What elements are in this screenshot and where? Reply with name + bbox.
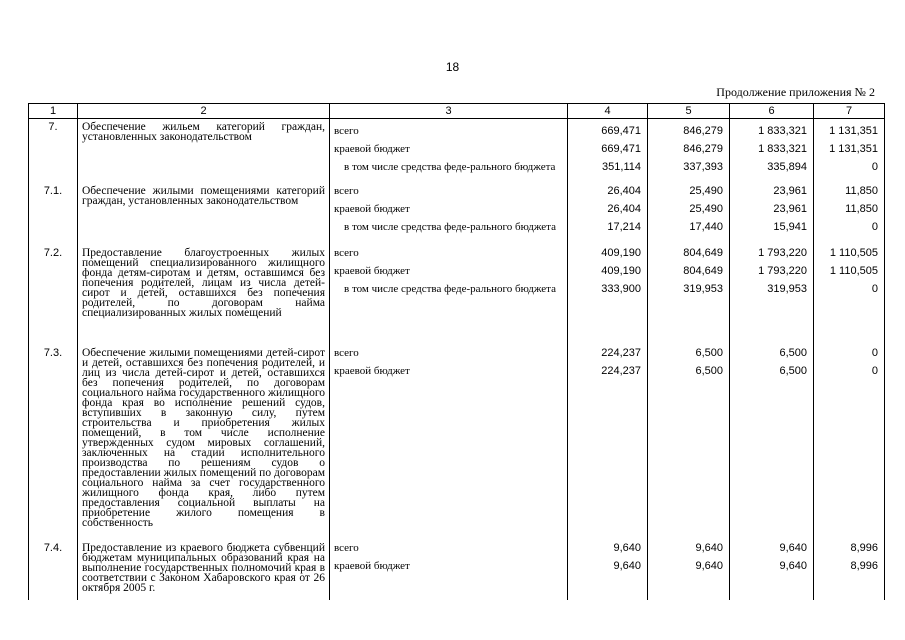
funding-source: краевой бюджет <box>334 203 410 215</box>
funding-source: в том числе средства феде-ральноrо бюджета <box>344 161 556 173</box>
year-value-cell <box>730 183 814 245</box>
table-row <box>29 245 885 345</box>
amount-value: 333,900 <box>601 283 641 295</box>
amount-value: 9,640 <box>695 560 723 572</box>
year-value-cell <box>814 245 885 345</box>
year-value-cell <box>730 345 814 540</box>
amount-value: 846,279 <box>683 125 723 137</box>
table-row <box>29 119 885 184</box>
row-description: Предоставление из краевого бюджета субвенций бюджетам муниципальных образований края на выполнение государственных полномочий края в соответствии с Законом Хабаровского края от 26 октября 2005 г. <box>78 540 330 600</box>
amount-value: 319,953 <box>683 283 723 295</box>
amount-value: 409,190 <box>601 265 641 277</box>
year-value-cell <box>730 540 814 600</box>
row-number: 7.4. <box>29 540 78 600</box>
year-value-cell <box>568 119 648 184</box>
amount-value: 23,961 <box>773 185 807 197</box>
funding-source-cell <box>330 183 568 245</box>
amount-value: 351,114 <box>602 161 641 173</box>
year-value-cell <box>648 540 730 600</box>
amount-value: 0 <box>871 221 878 233</box>
year-value-cell <box>648 245 730 345</box>
funding-source-cell <box>330 119 568 184</box>
funding-source-cell <box>330 540 568 600</box>
continuation-note: Продолжение приложения № 2 <box>716 85 875 99</box>
year-value-cell <box>814 540 885 600</box>
funding-source: в том числе средства феде-рального бюджета <box>344 221 556 233</box>
funding-source: всего <box>334 125 359 137</box>
column-header: 4 <box>568 104 648 119</box>
amount-value: 409,190 <box>601 247 641 259</box>
amount-value: 8,996 <box>850 560 878 572</box>
table-row <box>29 540 885 600</box>
column-header: 7 <box>814 104 885 119</box>
amount-value: 335,894 <box>767 161 807 173</box>
budget-table <box>28 103 885 600</box>
amount-value: 8,996 <box>850 542 878 554</box>
year-value-cell <box>568 183 648 245</box>
row-number: 7.2. <box>29 245 78 345</box>
funding-source-cell <box>330 245 568 345</box>
funding-source: всего <box>334 347 359 359</box>
year-value-cell <box>568 245 648 345</box>
amount-value: 11,850 <box>845 203 878 215</box>
amount-value: 6,500 <box>695 347 723 359</box>
amount-value: 804,649 <box>683 247 723 259</box>
amount-value: 1 793,220 <box>758 265 807 277</box>
row-description: Обеспечение жилыми помещениями категорий граждан, установленных законодательством <box>78 183 330 245</box>
amount-value: 26,404 <box>607 185 641 197</box>
amount-value: 0 <box>871 365 878 377</box>
amount-value: 337,393 <box>683 161 723 173</box>
amount-value: 17,440 <box>689 221 723 233</box>
funding-source: всего <box>334 542 359 554</box>
amount-value: 669,471 <box>601 143 641 155</box>
column-header: 6 <box>730 104 814 119</box>
year-value-cell <box>814 183 885 245</box>
amount-value: 0 <box>871 283 878 295</box>
funding-source: всего <box>334 185 359 197</box>
amount-value: 1 110,505 <box>829 247 878 259</box>
row-description: Предоставление благоустроенных жилых помещений специализированного жилищного фонда детям-сиротам и детям, оставшимся без попечения родителей, лицам из числа детей-сирот и детей, оставшихся без попечения родителей, по договорам найма специализированных жилых помещений <box>78 245 330 345</box>
amount-value: 669,471 <box>601 125 641 137</box>
column-header: 3 <box>330 104 568 119</box>
amount-value: 9,640 <box>613 542 641 554</box>
funding-source-cell <box>330 345 568 540</box>
row-number: 7.3. <box>29 345 78 540</box>
funding-source: краевой бюджет <box>334 560 410 572</box>
funding-source: краевой бюджет <box>334 143 410 155</box>
page-number: 18 <box>445 60 460 74</box>
amount-value: 25,490 <box>689 203 723 215</box>
column-header: 2 <box>78 104 330 119</box>
amount-value: 1 833,321 <box>758 143 807 155</box>
year-value-cell <box>814 119 885 184</box>
year-value-cell <box>730 119 814 184</box>
amount-value: 17,214 <box>607 221 641 233</box>
amount-value: 6,500 <box>695 365 723 377</box>
row-description: Обеспечение жильем категорий граждан, установленных законодательством <box>78 119 330 184</box>
year-value-cell <box>648 345 730 540</box>
amount-value: 9,640 <box>779 542 807 554</box>
amount-value: 224,237 <box>601 347 641 359</box>
amount-value: 6,500 <box>779 365 807 377</box>
amount-value: 15,941 <box>773 221 807 233</box>
column-header: 5 <box>648 104 730 119</box>
year-value-cell <box>814 345 885 540</box>
year-value-cell <box>648 183 730 245</box>
amount-value: 1 833,321 <box>758 125 807 137</box>
row-description: Обеспечение жилыми помещениями детей-сирот и детей, оставшихся без попечения родителей, и лиц из числа детей-сирот и детей, оставшихся без попечения родителей, по договорам социального найма государственного жилищного фонда края во исполнение решений судов, вступивших в законную силу, путем строительства и приобретения жилых помещений, в том числе исполнение утвержденных судом мировых соглашений, заключенных на стадии исполнительного производства по решениям судов о предоставлении жилых помещений по договорам социального найма за счет государственного жилищного фонда края, либо путем предоставления социальной выплаты на приобретение жилого помещения в собственность <box>78 345 330 540</box>
amount-value: 0 <box>871 161 878 173</box>
table-row <box>29 183 885 245</box>
row-number: 7. <box>29 119 78 184</box>
amount-value: 1 131,351 <box>829 143 878 155</box>
year-value-cell <box>568 540 648 600</box>
funding-source: краевой бюджет <box>334 365 410 377</box>
amount-value: 11,850 <box>845 185 878 197</box>
amount-value: 25,490 <box>689 185 723 197</box>
column-header: 1 <box>29 104 78 119</box>
amount-value: 1 793,220 <box>758 247 807 259</box>
amount-value: 1 131,351 <box>829 125 878 137</box>
amount-value: 6,500 <box>779 347 807 359</box>
amount-value: 0 <box>871 347 878 359</box>
amount-value: 319,953 <box>767 283 807 295</box>
amount-value: 804,649 <box>683 265 723 277</box>
funding-source: в том числе средства феде-рального бюджета <box>344 283 556 295</box>
amount-value: 26,404 <box>607 203 641 215</box>
amount-value: 1 110,505 <box>829 265 878 277</box>
funding-source: всего <box>334 247 359 259</box>
amount-value: 9,640 <box>779 560 807 572</box>
year-value-cell <box>730 245 814 345</box>
row-number: 7.1. <box>29 183 78 245</box>
table-header-row <box>29 104 885 119</box>
amount-value: 846,279 <box>683 143 723 155</box>
amount-value: 9,640 <box>695 542 723 554</box>
funding-source: краевой бюджет <box>334 265 410 277</box>
year-value-cell <box>568 345 648 540</box>
table-row <box>29 345 885 540</box>
amount-value: 224,237 <box>601 365 641 377</box>
year-value-cell <box>648 119 730 184</box>
amount-value: 23,961 <box>773 203 807 215</box>
amount-value: 9,640 <box>613 560 641 572</box>
